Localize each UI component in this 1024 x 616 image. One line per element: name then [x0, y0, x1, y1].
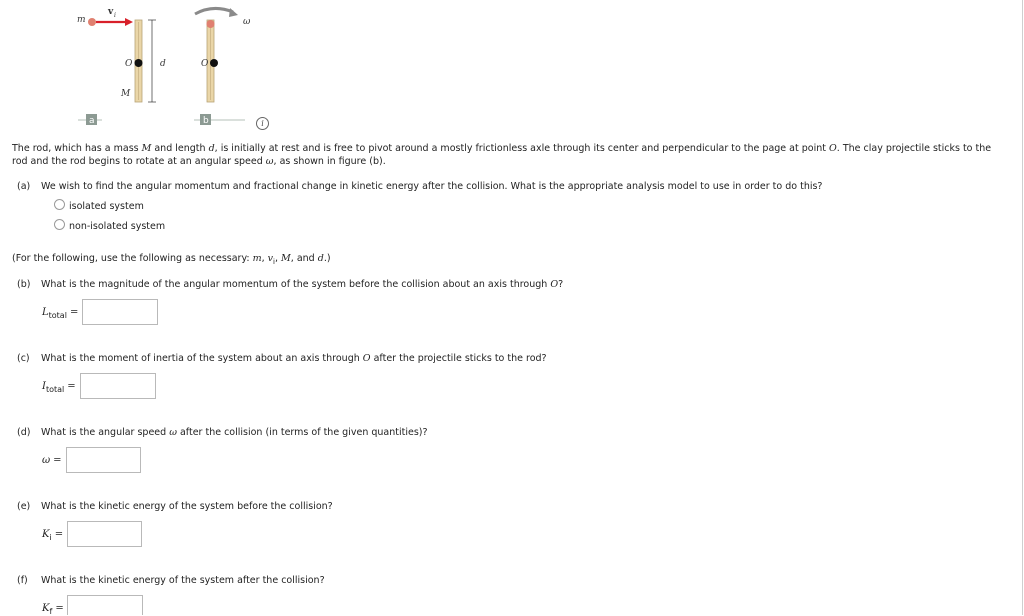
omega-input[interactable]	[66, 447, 141, 473]
question-f: (f) What is the kinetic energy of the system after the collision?	[17, 575, 325, 586]
pivot-a-label: O	[125, 59, 133, 69]
question-a-text: We wish to find the angular momentum and fractional change in kinetic energy after the collision. What is the appropriate analysis model to use in order to do this?	[41, 181, 823, 192]
l-total-input[interactable]	[82, 299, 158, 325]
k-final-label: $K_f$ =	[42, 603, 64, 616]
omega-label: ω =	[42, 455, 62, 466]
k-initial-input[interactable]	[67, 521, 142, 547]
omega-label: ω	[243, 17, 251, 27]
question-e: (e) What is the kinetic energy of the system before the collision?	[17, 501, 333, 512]
pivot-b-label: O	[201, 59, 209, 69]
panel-b-tag-label: b	[203, 116, 209, 126]
pivot-b	[210, 59, 218, 67]
option-non-isolated-system[interactable]: non-isolated system	[54, 219, 165, 232]
rod-collision-figure	[0, 0, 300, 135]
velocity-label: v	[108, 7, 114, 17]
l-total-label: $L_{total}$ =	[42, 307, 79, 320]
clay-projectile-b	[207, 20, 215, 28]
clay-projectile-a	[88, 18, 96, 26]
mass-M-label: M	[121, 89, 131, 99]
question-a	[17, 181, 822, 192]
i-total-input[interactable]	[80, 373, 156, 399]
problem-statement: The rod, which has a mass M and length d, is initially at rest and is free to pivot around a mostly frictionless axle through its center and perpendicular to the page at point O. The clay projectile sticks to the rod and the rod begins to rotate at an angular speed ω, as shown in figure (b).	[12, 143, 992, 167]
question-a-label: (a)	[17, 181, 31, 192]
variables-note: (For the following, use the following as necessary: m, $v_i$, M, and d.)	[12, 253, 331, 266]
question-d: (d) What is the angular speed ω after the collision (in terms of the given quantities)?	[17, 427, 428, 438]
rotation-arrow	[195, 8, 233, 14]
mass-m-label: m	[77, 15, 86, 25]
radio-non-isolated-system[interactable]	[54, 219, 65, 230]
question-c: (c) What is the moment of inertia of the system about an axis through O after the projectile sticks to the rod?	[17, 353, 547, 364]
option-isolated-system[interactable]: isolated system	[54, 199, 144, 212]
info-icon[interactable]: i	[256, 117, 269, 130]
question-b: (b) What is the magnitude of the angular momentum of the system before the collision about an axis through O?	[17, 279, 564, 290]
velocity-arrow-head	[125, 18, 133, 26]
k-initial-label: $K_i$ =	[42, 529, 64, 542]
panel-a-tag-label: a	[89, 116, 95, 126]
pivot-a	[135, 59, 143, 67]
k-final-input[interactable]	[67, 595, 143, 615]
velocity-sub-label: i	[114, 12, 116, 19]
i-total-label: $I_{total}$ =	[42, 381, 76, 394]
radio-isolated-system[interactable]	[54, 199, 65, 210]
length-d-label: d	[160, 59, 166, 69]
